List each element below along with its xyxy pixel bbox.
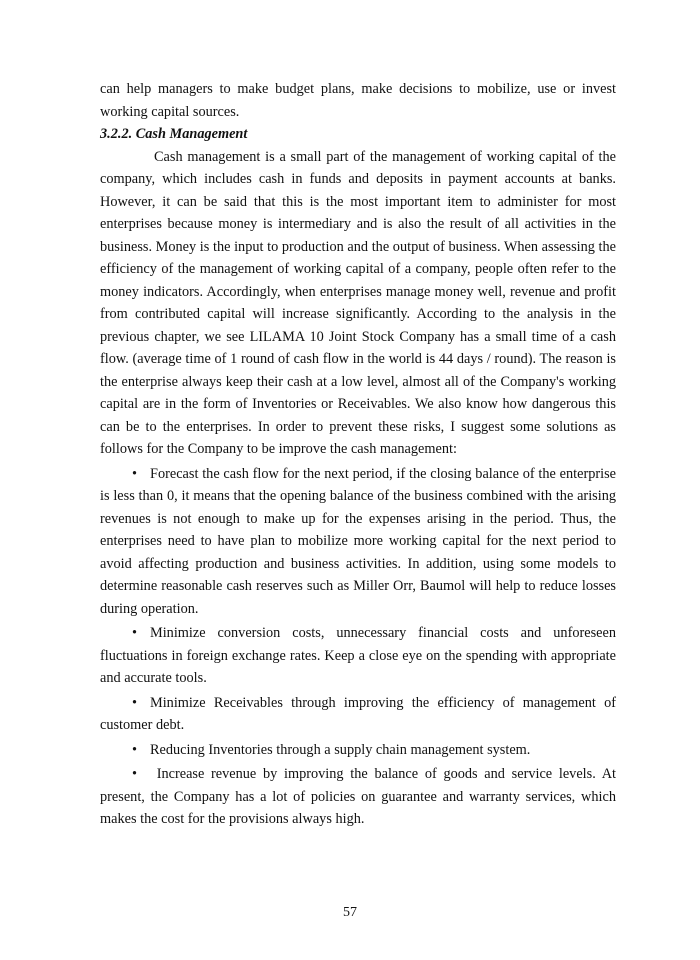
bullet-dot-icon: • [132,694,138,711]
bullet-dot-icon: • [132,625,138,641]
section-heading: 3.2.2. Cash Management [100,126,248,142]
bullet-text: Minimize Receivables through improving the efficiency of management of customer debt. [100,694,616,733]
intro-paragraph: Cash management is a small part of the management of working capital of the company, which includes cash in funds and deposits in payment accounts at banks. However, it can be said that this is the most important item to administer for most enterprises because money is intermediary and is also the result of all activities in the business. Money is the input to production and the output of business. When assessing the efficiency of the management of working capital of a company, people often refer to the money indicators. Accordingly, when enterprises manage money well, revenue and profit from contributed capital will increase significantly. According to the analysis in the previous chapter, we see LILAMA 10 Joint Stock Company has a small time of a cash flow. (average time of 1 round of cash flow in the world is 44 days / round). The reason is the enterprise always keep their cash at a low level, almost all of the Company's working capital are in the form of Inventories or Receivables. We also know how dangerous this can be to the enterprises. In order to prevent these risks, I suggest some solutions as follows for the Company to be improve the cash management: [100,148,616,457]
bullet-text: Reducing Inventories through a supply chain management system. [150,741,531,758]
bullet-dot-icon: • [132,766,138,782]
bullet-item [100,463,616,621]
bullet-item [100,739,616,762]
bullet-item [100,763,616,831]
bullet-item [100,692,616,737]
page-number: 57 [343,905,357,920]
bullet-dot-icon: • [132,741,138,758]
bullet-text: Forecast the cash flow for the next period, if the closing balance of the enterprise is less than 0, it means that the opening balance of the business combined with the arising revenues is not enough to make up for the expenses arising in the period. Thus, the enterprises need to have plan to mobilize more working capital for the next period to avoid affecting production and business activities. In addition, using some models to determine reasonable cash reserves such as Miller Orr, Baumol will help to reduce losses during operation. [100,465,616,617]
continuation-paragraph: can help managers to make budget plans, make decisions to mobilize, use or invest working capital sources. [100,81,616,120]
bullet-text: Increase revenue by improving the balance of goods and service levels. At present, the Company has a lot of policies on guarantee and warranty services, which makes the cost for the provisions always high. [100,766,616,827]
bullet-item [100,622,616,690]
bullet-dot-icon: • [132,465,138,482]
body-text [100,78,616,831]
bullet-text: Minimize conversion costs, unnecessary financial costs and unforeseen fluctuations in foreign exchange rates. Keep a close eye on the spending with appropriate and accurate tools. [100,625,616,686]
